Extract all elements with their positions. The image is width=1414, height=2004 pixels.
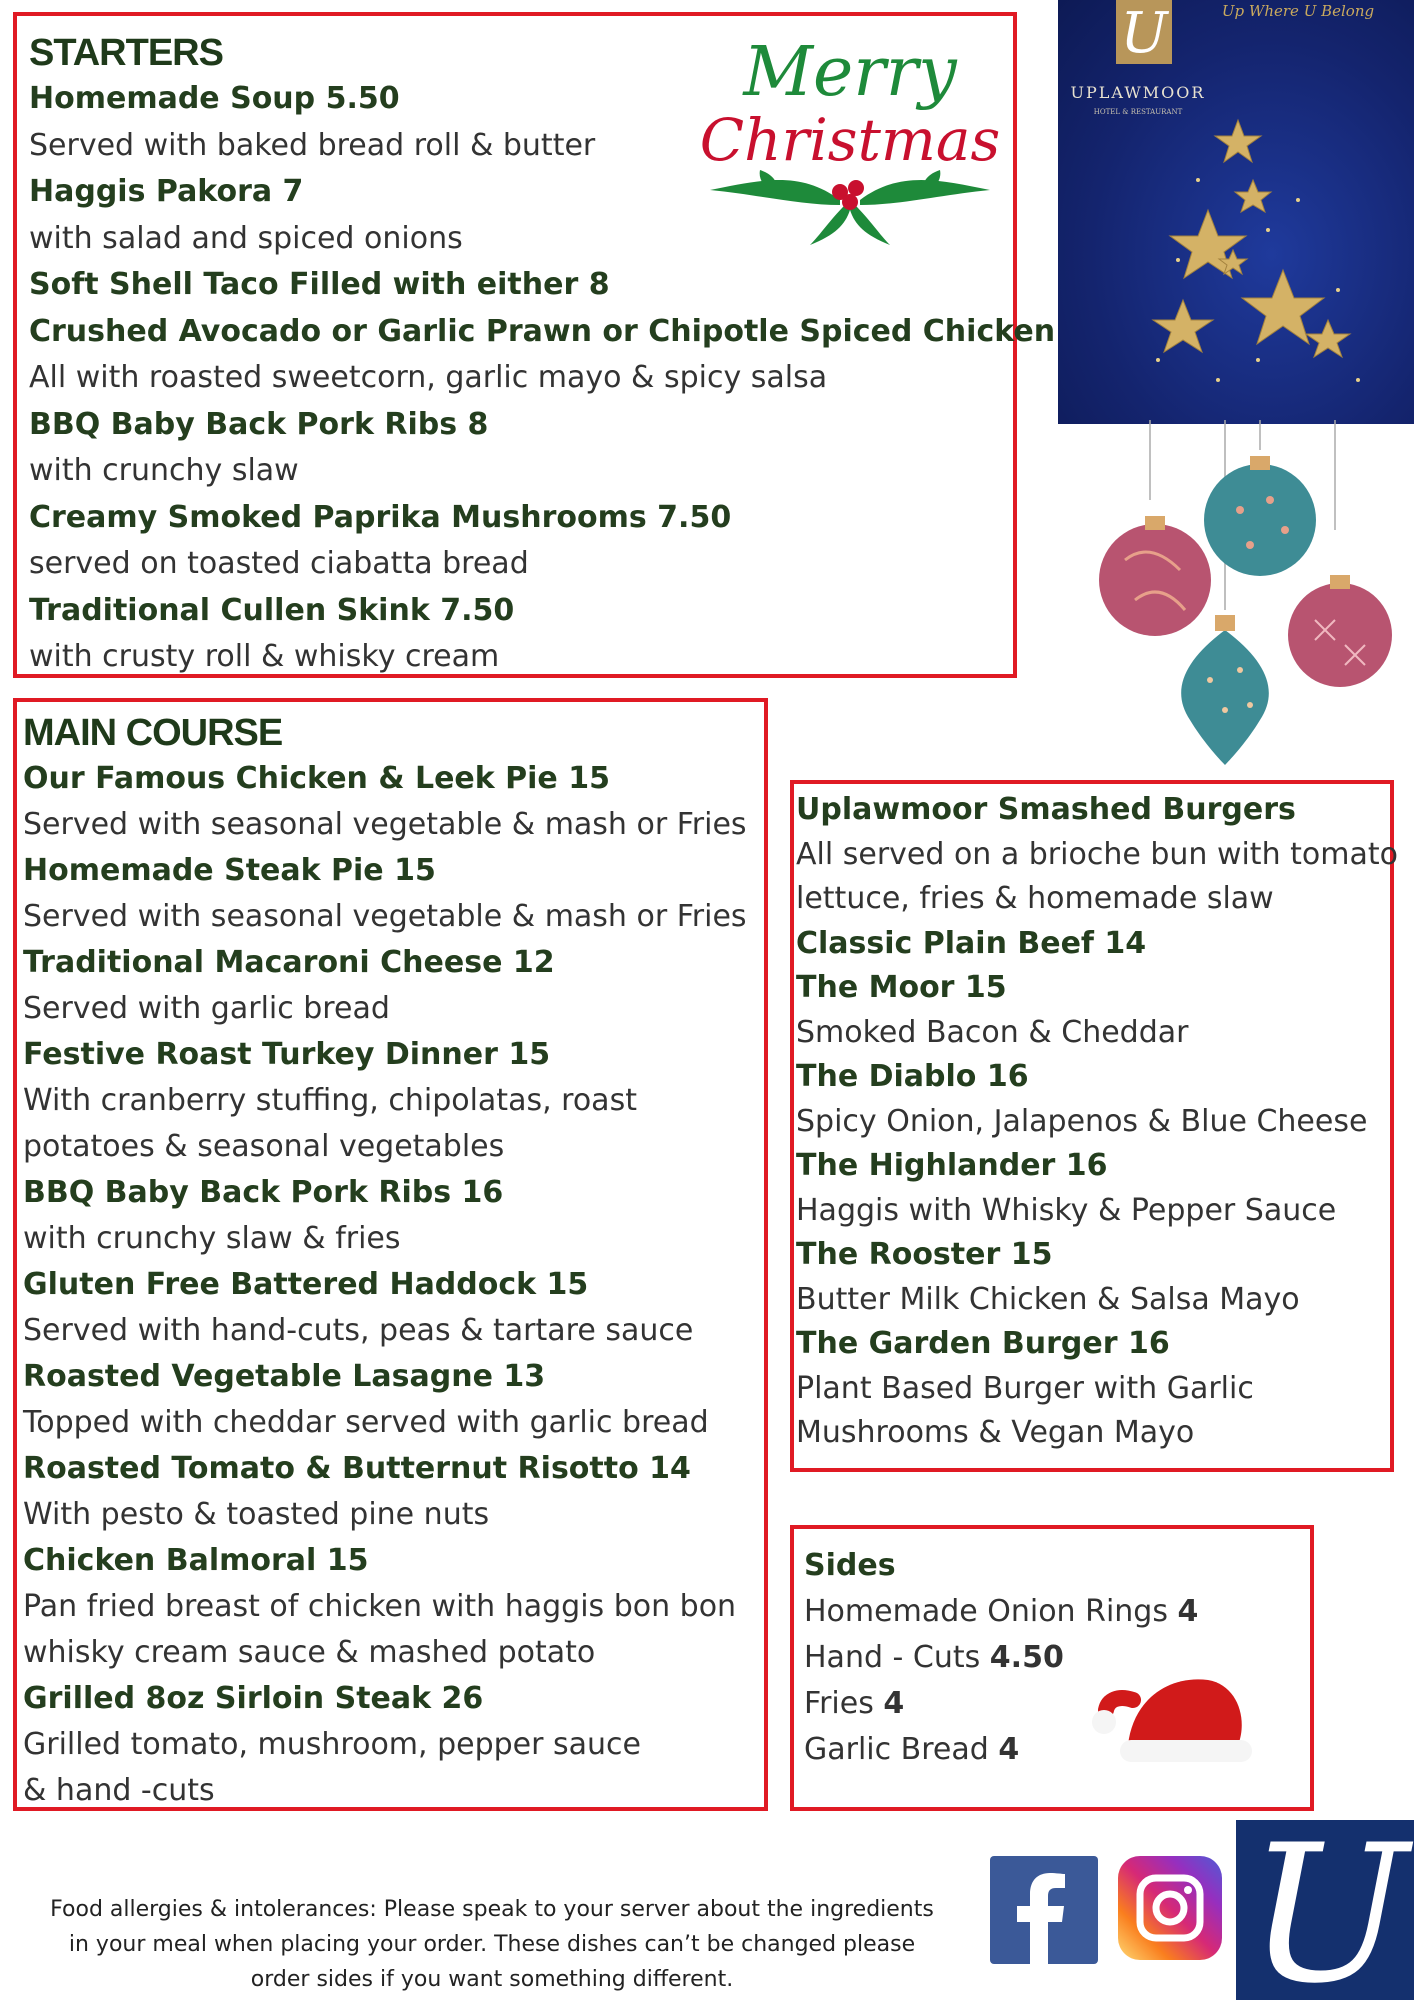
bauble-icon (1099, 516, 1211, 636)
merry-christmas-graphic (700, 20, 1000, 250)
menu-item-description: Spicy Onion, Jalapenos & Blue Cheese (796, 1103, 1368, 1139)
menu-item-description: served on toasted ciabatta bread (29, 546, 529, 581)
menu-item-description: potatoes & seasonal vegetables (23, 1129, 505, 1164)
menu-item-name: Festive Roast Turkey Dinner 15 (23, 1037, 551, 1072)
menu-item-description: with salad and spiced onions (29, 220, 463, 256)
menu-item-description: Mushrooms & Vegan Mayo (796, 1415, 1195, 1450)
menu-item-description: lettuce, fries & homemade slaw (796, 881, 1274, 916)
allergy-footer (12, 1892, 972, 1997)
menu-item-name: Haggis Pakora 7 (29, 174, 304, 209)
baubles-graphic (1090, 420, 1410, 770)
menu-item-description: Grilled tomato, mushroom, pepper sauce (23, 1727, 641, 1762)
menu-item-description: Smoked Bacon & Cheddar (796, 1014, 1189, 1050)
menu-item-name: Traditional Cullen Skink 7.50 (29, 592, 515, 628)
footer-line: in your meal when placing your order. These dishes can’t be changed please (68, 1932, 916, 1957)
side-item: Homemade Onion Rings 4 (804, 1594, 1199, 1629)
bauble-icon (1288, 575, 1392, 687)
menu-item-name: The Diablo 16 (796, 1059, 1029, 1094)
menu-item-description: With pesto & toasted pine nuts (23, 1497, 490, 1532)
menu-item-description: Served with seasonal vegetable & mash or Fries (23, 807, 747, 842)
menu-item-description: Served with seasonal vegetable & mash or Fries (23, 899, 747, 934)
facebook-icon[interactable] (990, 1856, 1098, 1964)
svg-text:U: U (1120, 1, 1168, 66)
main-course-heading: MAIN COURSE (23, 712, 283, 754)
menu-item-description: With cranberry stuffing, chipolatas, roast (23, 1083, 637, 1118)
burgers-content (796, 788, 1398, 1456)
menu-item-description: Served with garlic bread (23, 991, 390, 1026)
uplawmoor-logo-icon (1236, 1820, 1414, 2000)
hotel-tagline: Up Where U Belong (1221, 2, 1375, 20)
menu-item-name: Homemade Steak Pie 15 (23, 853, 436, 888)
menu-item-description: Topped with cheddar served with garlic bread (23, 1405, 709, 1440)
main-course-content (23, 710, 747, 1814)
christmas-text: Christmas (700, 106, 1000, 174)
santa-hat-icon (1088, 1660, 1258, 1770)
menu-item-name: The Garden Burger 16 (796, 1326, 1170, 1361)
menu-item-description: Butter Milk Chicken & Salsa Mayo (796, 1281, 1300, 1317)
menu-item-name: Chicken Balmoral 15 (23, 1543, 369, 1578)
menu-item-description: Served with hand-cuts, peas & tartare sauce (23, 1313, 694, 1348)
star-tree-icon (1153, 120, 1350, 357)
menu-item-name: Homemade Soup 5.50 (29, 81, 400, 116)
menu-item-description: with crunchy slaw (29, 453, 299, 488)
menu-item-name: Traditional Macaroni Cheese 12 (23, 945, 555, 980)
bauble-icon (1181, 615, 1269, 765)
menu-item-name: Our Famous Chicken & Leek Pie 15 (23, 761, 610, 796)
menu-item-description: with crusty roll & whisky cream (29, 639, 500, 674)
menu-item-description: All served on a brioche bun with tomato (796, 836, 1398, 872)
menu-item-name: The Rooster 15 (796, 1237, 1053, 1272)
menu-item-name: Creamy Smoked Paprika Mushrooms 7.50 (29, 499, 732, 535)
hotel-christmas-card (1058, 0, 1414, 424)
menu-item-description: All with roasted sweetcorn, garlic mayo & spicy salsa (29, 360, 828, 395)
menu-item-name: Gluten Free Battered Haddock 15 (23, 1267, 589, 1302)
menu-item-name: The Moor 15 (796, 970, 1007, 1005)
footer-line: Food allergies & intolerances: Please speak to your server about the ingredients (50, 1897, 934, 1922)
hotel-name: UPLAWMOOR (1070, 83, 1206, 102)
bauble-icon (1204, 456, 1316, 576)
menu-item-name: Grilled 8oz Sirloin Steak 26 (23, 1681, 484, 1716)
hotel-sub: HOTEL & RESTAURANT (1093, 108, 1183, 116)
sides-heading: Sides (804, 1548, 896, 1583)
menu-item-description: with crunchy slaw & fries (23, 1221, 401, 1256)
menu-item-description: whisky cream sauce & mashed potato (23, 1635, 596, 1670)
menu-item-name: Crushed Avocado or Garlic Prawn or Chipotle Spiced Chicken (29, 313, 1056, 349)
svg-text:U: U (1247, 1820, 1409, 2000)
menu-item-description: & hand -cuts (23, 1773, 215, 1808)
merry-text: Merry (743, 33, 957, 112)
main-course-list (23, 756, 747, 1814)
menu-item-name: The Highlander 16 (796, 1148, 1108, 1183)
side-item: Fries 4 (804, 1686, 905, 1721)
footer-line: order sides if you want something different. (250, 1967, 734, 1992)
side-item: Garlic Bread 4 (804, 1732, 1020, 1767)
menu-item-description: Served with baked bread roll & butter (29, 127, 596, 163)
burgers-section (790, 780, 1398, 1472)
starters-heading: STARTERS (29, 32, 223, 74)
menu-item-name: Uplawmoor Smashed Burgers (796, 792, 1296, 827)
menu-item-name: BBQ Baby Back Pork Ribs 16 (23, 1175, 504, 1210)
menu-item-description: Plant Based Burger with Garlic (796, 1370, 1254, 1406)
side-item: Hand - Cuts 4.50 (804, 1640, 1064, 1675)
menu-item-name: Roasted Vegetable Lasagne 13 (23, 1359, 546, 1394)
main-course-section (13, 698, 768, 1811)
menu-item-name: Soft Shell Taco Filled with either 8 (29, 267, 610, 302)
menu-item-name: BBQ Baby Back Pork Ribs 8 (29, 406, 489, 442)
menu-item-name: Classic Plain Beef 14 (796, 925, 1147, 961)
burgers-list (796, 788, 1398, 1456)
menu-item-description: Pan fried breast of chicken with haggis bon bon (23, 1589, 737, 1624)
menu-item-description: Haggis with Whisky & Pepper Sauce (796, 1192, 1337, 1228)
menu-item-name: Roasted Tomato & Butternut Risotto 14 (23, 1451, 691, 1486)
instagram-icon[interactable] (1118, 1856, 1222, 1960)
